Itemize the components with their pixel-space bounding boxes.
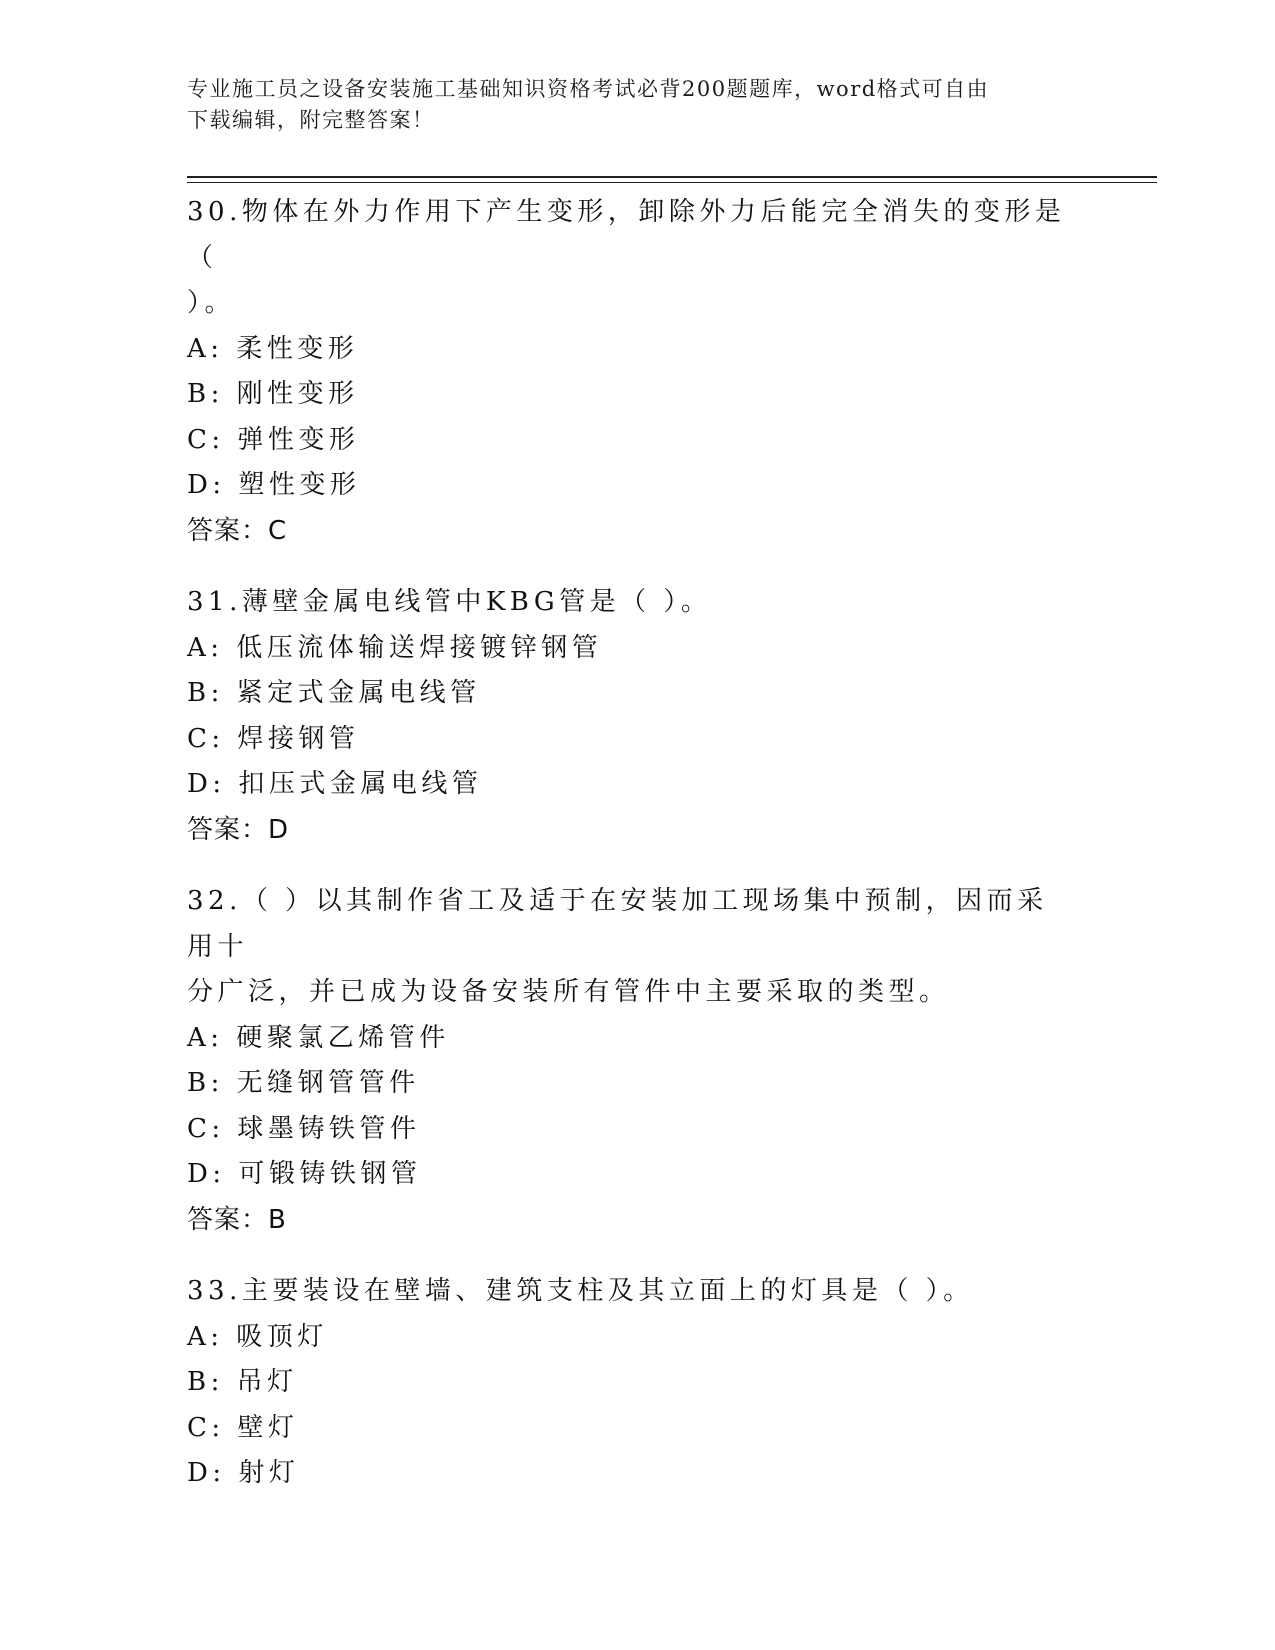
question-31 [187,580,1067,853]
option-b: B: 刚性变形 [187,379,359,409]
answer-line: 答案：C [187,515,288,546]
option-a: A: 硬聚氯乙烯管件 [187,1022,450,1053]
question-32 [187,879,1067,1243]
question-stem-line: 30.物体在外力作用下产生变形，卸除外力后能完全消失的变形是（ [187,197,1066,273]
option-c: C: 壁灯 [187,1412,299,1443]
header-line-2: 下载编辑，附完整答案！ [187,108,435,132]
option-a: A: 柔性变形 [187,333,359,364]
header-line-1: 专业施工员之设备安装施工基础知识资格考试必背200题题库，word格式可自由 [187,77,990,101]
header-rule-thin [187,182,1157,183]
option-d: D: 扣压式金属电线管 [187,769,483,799]
option-a: A: 低压流体输送焊接镀锌钢管 [187,632,603,663]
question-33 [187,1269,1067,1497]
option-c: C: 球墨铸铁管件 [187,1113,421,1144]
question-list [187,190,1067,1523]
answer-line: 答案：D [187,814,290,845]
header-rule-thick [187,176,1157,178]
option-b: B: 无缝钢管管件 [187,1068,420,1098]
question-stem-line: 32.（ ）以其制作省工及适于在安装加工现场集中预制，因而采用十 [187,886,1048,962]
page-header [187,74,1067,136]
option-d: D: 射灯 [187,1458,300,1488]
option-d: D: 可锻铸铁钢管 [187,1159,422,1189]
option-c: C: 焊接钢管 [187,723,360,754]
answer-line: 答案：B [187,1204,287,1235]
option-b: B: 吊灯 [187,1367,298,1397]
question-30 [187,190,1067,554]
question-stem-line: 分广泛，并已成为设备安装所有管件中主要采取的类型。 [187,977,950,1007]
option-c: C: 弹性变形 [187,424,360,455]
option-a: A: 吸顶灯 [187,1321,328,1352]
option-b: B: 紧定式金属电线管 [187,678,481,708]
question-stem-line: 33.主要装设在壁墙、建筑支柱及其立面上的灯具是（ ）。 [187,1276,974,1306]
option-d: D: 塑性变形 [187,470,361,500]
question-stem-line: ）。 [187,288,236,318]
question-stem-line: 31.薄壁金属电线管中KBG管是（ ）。 [187,587,712,617]
